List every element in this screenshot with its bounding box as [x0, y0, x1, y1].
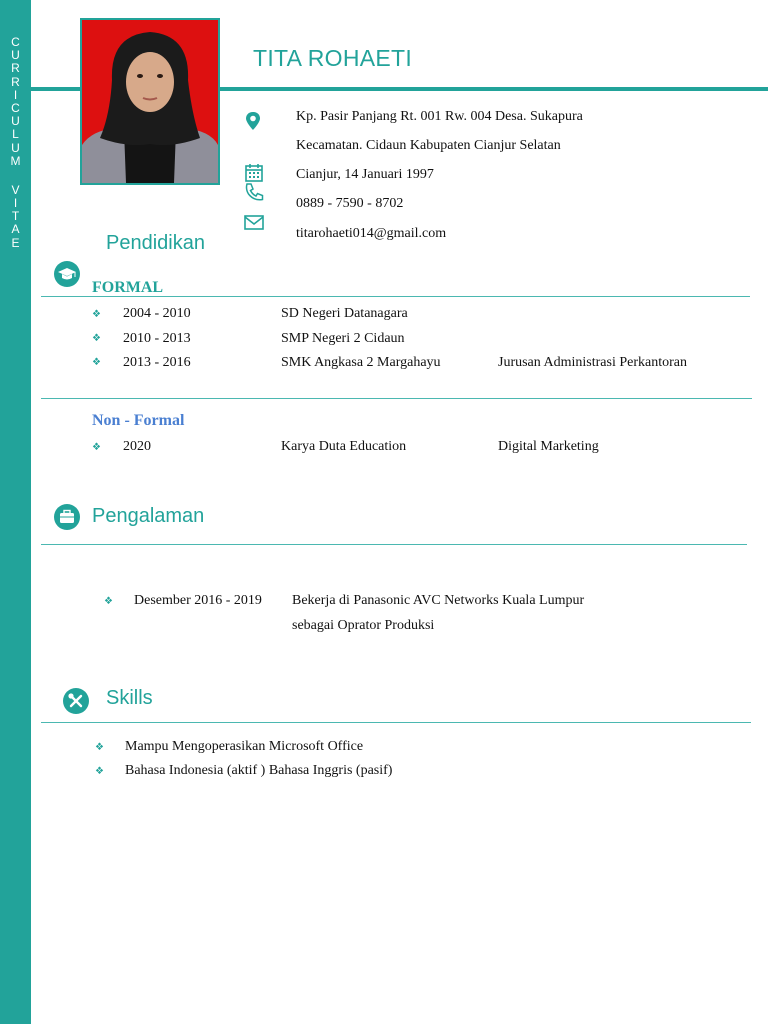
skill-item: Bahasa Indonesia (aktif ) Bahasa Inggris (pasif) — [125, 763, 393, 778]
skills-divider — [41, 722, 751, 723]
nonformal-school: Karya Duta Education — [281, 439, 407, 454]
address-line-2: Kecamatan. Cidaun Kabupaten Cianjur Selatan — [296, 138, 561, 153]
formal-school: SD Negeri Datanagara — [281, 306, 408, 321]
nonformal-years: 2020 — [123, 439, 151, 454]
skill-item: Mampu Mengoperasikan Microsoft Office — [125, 739, 364, 754]
experience-divider — [41, 544, 747, 545]
formal-years: 2013 - 2016 — [123, 355, 191, 370]
nonformal-divider — [41, 398, 752, 399]
birth-place-date: Cianjur, 14 Januari 1997 — [296, 167, 434, 182]
experience-description-line-2: sebagai Oprator Produksi — [292, 618, 435, 633]
formal-divider — [41, 296, 750, 297]
education-title: Pendidikan — [106, 232, 205, 254]
formal-years: 2010 - 2013 — [123, 331, 191, 346]
formal-subheading: FORMAL — [92, 279, 164, 296]
formal-major: Jurusan Administrasi Perkantoran — [498, 355, 687, 370]
experience-period: Desember 2016 - 2019 — [134, 593, 262, 608]
profile-photo — [80, 18, 220, 185]
diamond-bullet-icon: ❖ — [92, 333, 101, 344]
formal-school: SMK Angkasa 2 Margahayu — [281, 355, 441, 370]
experience-description-line-1: Bekerja di Panasonic AVC Networks Kuala Lumpur — [292, 593, 585, 608]
address-line-1: Kp. Pasir Panjang Rt. 001 Rw. 004 Desa. Sukapura — [296, 109, 583, 124]
nonformal-major: Digital Marketing — [498, 439, 599, 454]
diamond-bullet-icon: ❖ — [92, 309, 101, 320]
diamond-bullet-icon: ❖ — [95, 742, 104, 753]
tools-icon — [63, 688, 89, 714]
person-portrait-icon — [82, 20, 218, 183]
diamond-bullet-icon: ❖ — [104, 596, 113, 607]
diamond-bullet-icon: ❖ — [92, 357, 101, 368]
diamond-bullet-icon: ❖ — [92, 442, 101, 453]
email-icon — [243, 212, 265, 234]
formal-years: 2004 - 2010 — [123, 306, 191, 321]
briefcase-icon — [54, 504, 80, 530]
location-pin-icon — [242, 110, 264, 132]
diamond-bullet-icon: ❖ — [95, 766, 104, 777]
phone-icon — [243, 181, 265, 203]
skills-title: Skills — [106, 687, 153, 709]
experience-title: Pengalaman — [92, 505, 205, 527]
phone-number: 0889 - 7590 - 8702 — [296, 196, 404, 211]
sidebar-vertical-title: C U R R I C U L U M V I T A E — [10, 35, 21, 250]
email-address: titarohaeti014@gmail.com — [296, 226, 447, 241]
formal-school: SMP Negeri 2 Cidaun — [281, 331, 405, 346]
sidebar — [0, 0, 31, 1024]
graduation-cap-icon — [54, 261, 80, 287]
full-name: TITA ROHAETI — [253, 45, 413, 71]
nonformal-subheading: Non - Formal — [92, 412, 185, 429]
